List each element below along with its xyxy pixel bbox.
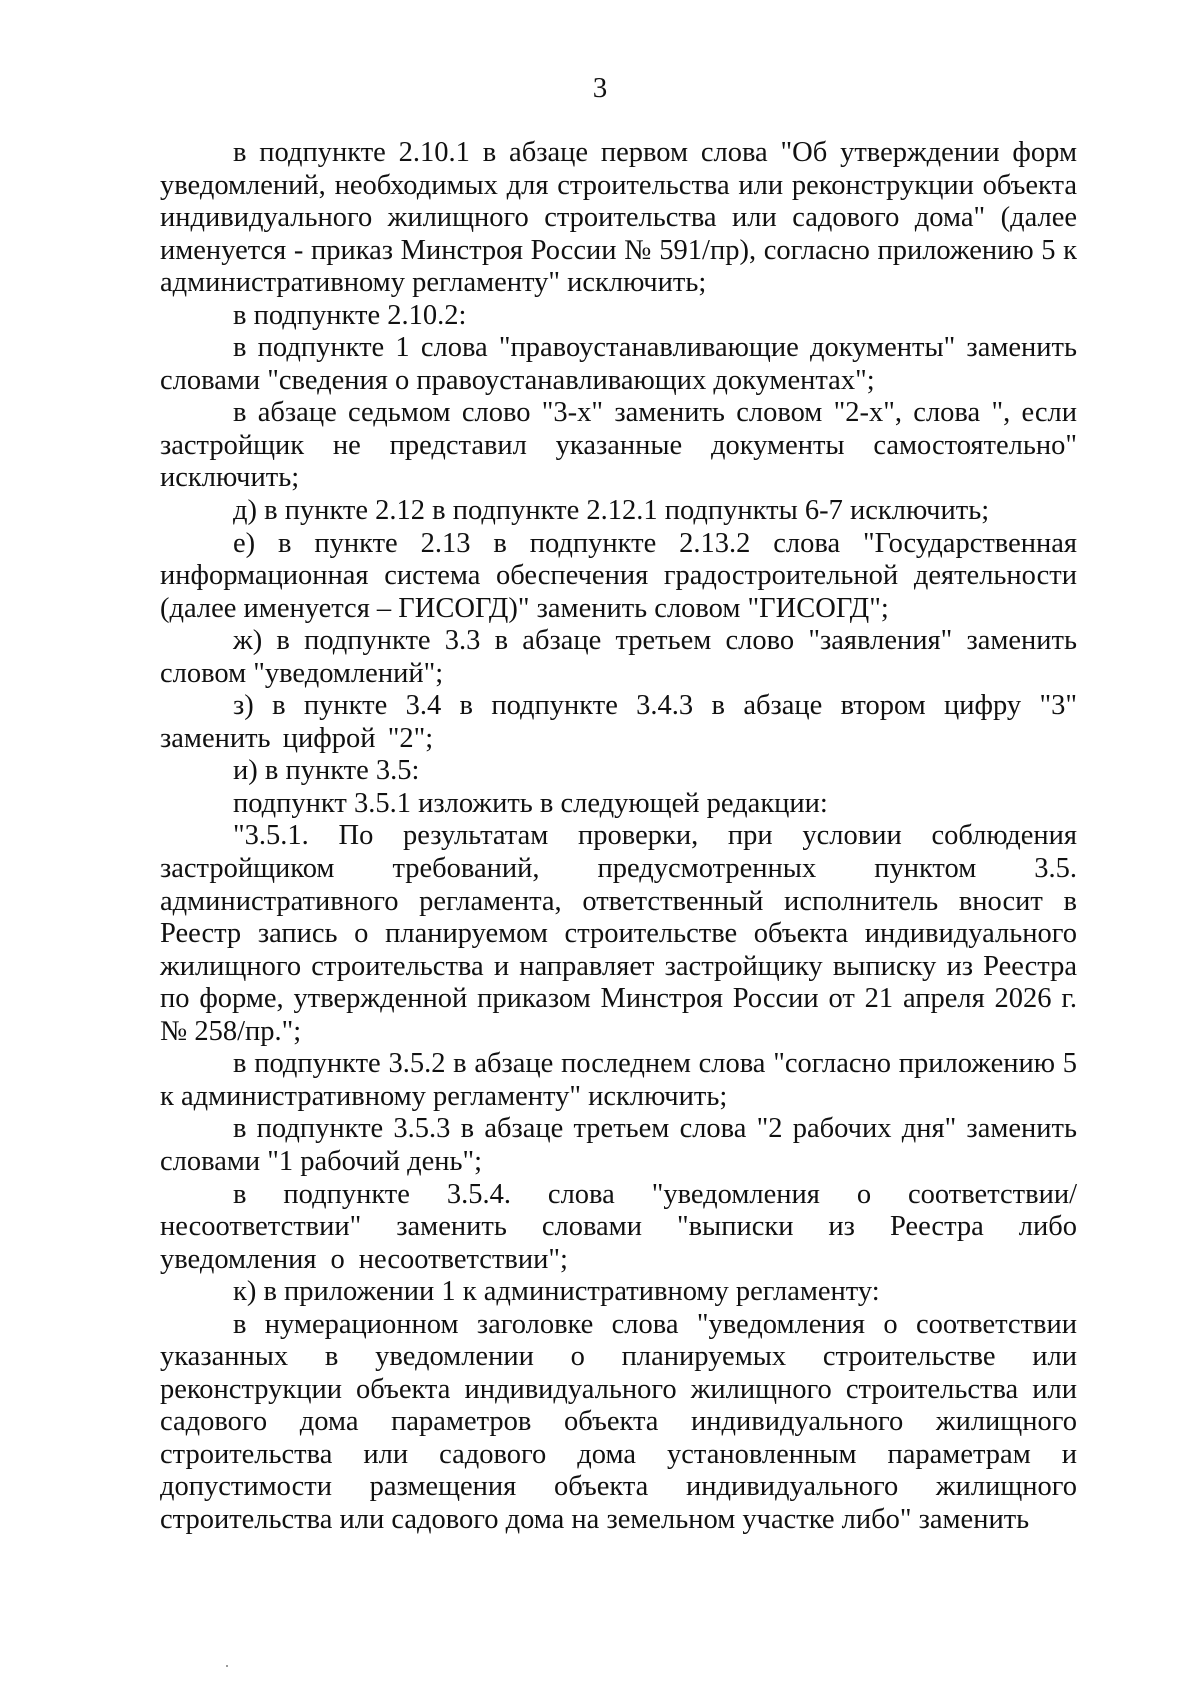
paragraph: ж) в подпункте 3.3 в абзаце третьем слово "заявления" заменить словом "уведомлений"; [160,625,1077,689]
paragraph: к) в приложении 1 к административному регламенту: [233,1276,880,1308]
paragraph: подпункт 3.5.1 изложить в следующей редакции: [233,787,828,819]
paragraph: в подпункте 3.5.2 в абзаце последнем слова "согласно приложению 5 к административному регламенту" исключить; [160,1048,1077,1112]
paragraph: з) в пункте 3.4 в подпункте 3.4.3 в абзаце втором цифру "3" заменить цифрой "2"; [160,690,1077,754]
paragraph: в нумерационном заголовке слова "уведомления о соответствии указанных в уведомлении о планируемых строительстве или реконструкции объекта индивидуального жилищного строительства или садового дома параметров объекта индивидуального жилищного строительства или садового дома установленным параметрам и допустимости размещения объекта индивидуального жилищного строительства или садового дома на земельном участке либо" заменить [160,1308,1077,1535]
paragraph: в подпункте 3.5.3 в абзаце третьем слова "2 рабочих дня" заменить словами "1 рабочий день"; [160,1113,1077,1177]
paragraph: е) в пункте 2.13 в подпункте 2.13.2 слова "Государственная информационная система обеспечения градостроительной деятельности (далее именуется – ГИСОГД)" заменить словом "ГИСОГД"; [160,527,1077,624]
paragraph: в подпункте 2.10.2: [233,299,467,331]
paragraph: д) в пункте 2.12 в подпункте 2.12.1 подпункты 6-7 исключить; [233,495,990,527]
paragraph: в подпункте 2.10.1 в абзаце первом слова "Об утверждении форм уведомлений, необходимых для строительства или реконструкции объекта индивидуального жилищного строительства или садового дома" (далее именуется - приказ Минстроя России № 591/пр), согласно приложению 5 к административному регламенту" исключить; [160,137,1077,299]
document-body [160,137,1077,1537]
paragraph: и) в пункте 3.5: [233,755,420,787]
paragraph: в абзаце седьмом слово "3-х" заменить словом "2-х", слова ", если застройщик не представил указанные документы самостоятельно" исключить; [160,397,1077,494]
paragraph: в подпункте 1 слова "правоустанавливающие документы" заменить словами "сведения о правоустанавливающих документах"; [160,332,1077,396]
page-number: 3 [592,72,608,104]
scan-speck [226,1665,228,1667]
paragraph: "3.5.1. По результатам проверки, при условии соблюдения застройщиком требований, предусмотренных пунктом 3.5. административного регламента, ответственный исполнитель вносит в Реестр запись о планируемом строительстве объекта индивидуального жилищного строительства и направляет застройщику выписку из Реестра по форме, утвержденной приказом Минстроя России от 21 апреля 2026 г. № 258/пр."; [160,820,1077,1047]
paragraph: в подпункте 3.5.4. слова "уведомления о соответствии/несоответствии" заменить словами "выписки из Реестра либо уведомления о несоответствии"; [160,1178,1077,1275]
